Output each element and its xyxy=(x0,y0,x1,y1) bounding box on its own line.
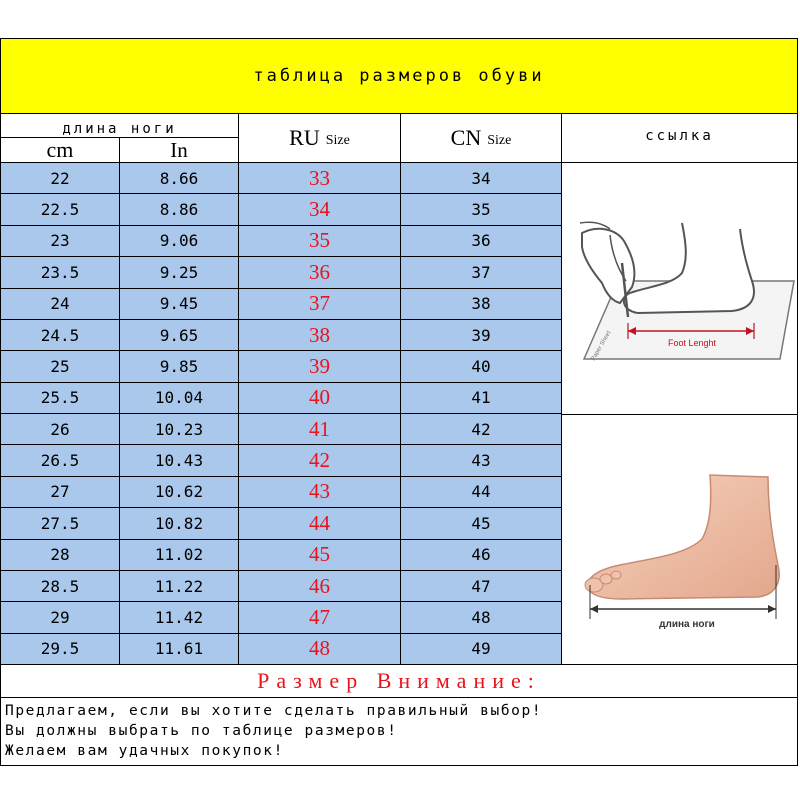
notes xyxy=(5,701,795,761)
cn-size-cell: 40 xyxy=(401,351,562,382)
ru-size-cell: 34 xyxy=(239,194,401,225)
foot-length-ru-caption: длина ноги xyxy=(659,619,715,630)
measure-illustration-cell xyxy=(562,163,797,415)
inch-cell: 10.04 xyxy=(120,383,239,414)
inch-cell: 8.66 xyxy=(120,163,239,194)
ru-size-cell: 39 xyxy=(239,351,401,382)
cn-size-cell: 39 xyxy=(401,320,562,351)
cm-label: cm xyxy=(46,137,74,162)
cm-cell: 28 xyxy=(1,540,120,571)
ru-size-cell: 46 xyxy=(239,571,401,602)
ru-size-cell: 44 xyxy=(239,508,401,539)
ru-size-cell: 47 xyxy=(239,602,401,633)
link-header xyxy=(562,114,797,163)
inch-cell: 11.02 xyxy=(120,540,239,571)
cm-cell: 24.5 xyxy=(1,320,120,351)
ru-size-cell: 43 xyxy=(239,477,401,508)
cn-size-cell: 36 xyxy=(401,226,562,257)
inch-cell: 9.06 xyxy=(120,226,239,257)
cn-size-cell: 43 xyxy=(401,445,562,476)
ru-label: RU xyxy=(289,125,320,150)
ru-size-cell: 45 xyxy=(239,540,401,571)
inch-cell: 9.85 xyxy=(120,351,239,382)
foot-length-caption: Foot Lenght xyxy=(667,338,717,348)
cn-size-cell: 34 xyxy=(401,163,562,194)
inch-cell: 10.82 xyxy=(120,508,239,539)
note-line-1: Предлагаем, если вы хотите сделать правильный выбор! xyxy=(5,703,543,719)
note-line-2: Вы должны выбрать по таблице размеров! xyxy=(5,723,398,739)
ru-size-cell: 48 xyxy=(239,634,401,665)
ru-size-cell: 41 xyxy=(239,414,401,445)
cm-header xyxy=(1,138,120,163)
inch-cell: 10.23 xyxy=(120,414,239,445)
ru-size-header xyxy=(239,114,401,163)
bare-foot-icon xyxy=(562,415,797,665)
link-label: ссылка xyxy=(645,128,714,144)
note-line-3: Желаем вам удачных покупок! xyxy=(5,743,284,759)
ru-size-cell: 35 xyxy=(239,226,401,257)
cm-cell: 24 xyxy=(1,289,120,320)
cm-cell: 22 xyxy=(1,163,120,194)
ru-size-cell: 42 xyxy=(239,445,401,476)
cn-size-cell: 46 xyxy=(401,540,562,571)
cn-size-cell: 49 xyxy=(401,634,562,665)
cn-size-word: Size xyxy=(487,133,512,148)
inch-cell: 11.42 xyxy=(120,602,239,633)
cn-size-cell: 45 xyxy=(401,508,562,539)
inch-header xyxy=(120,138,239,163)
size-chart xyxy=(0,38,798,766)
inch-cell: 10.62 xyxy=(120,477,239,508)
paper-measure-icon xyxy=(562,163,797,415)
chart-title: таблица размеров обуви xyxy=(1,39,797,114)
cn-size-cell: 44 xyxy=(401,477,562,508)
cm-cell: 26.5 xyxy=(1,445,120,476)
foot-length-header xyxy=(1,114,239,138)
paper-sheet-caption: Paper Sheet xyxy=(590,330,613,362)
cm-cell: 29 xyxy=(1,602,120,633)
cm-cell: 26 xyxy=(1,414,120,445)
cn-size-cell: 35 xyxy=(401,194,562,225)
ru-size-cell: 38 xyxy=(239,320,401,351)
cm-cell: 25.5 xyxy=(1,383,120,414)
inch-label: In xyxy=(170,137,188,162)
ru-size-cell: 40 xyxy=(239,383,401,414)
inch-cell: 9.45 xyxy=(120,289,239,320)
inch-cell: 9.25 xyxy=(120,257,239,288)
ru-size-cell: 36 xyxy=(239,257,401,288)
ru-size-cell: 33 xyxy=(239,163,401,194)
inch-cell: 10.43 xyxy=(120,445,239,476)
ru-size-word: Size xyxy=(325,133,350,148)
attention-heading: Размер Внимание: xyxy=(1,665,797,698)
cm-cell: 28.5 xyxy=(1,571,120,602)
cm-cell: 27 xyxy=(1,477,120,508)
inch-cell: 9.65 xyxy=(120,320,239,351)
inch-cell: 8.86 xyxy=(120,194,239,225)
inch-cell: 11.61 xyxy=(120,634,239,665)
cm-cell: 27.5 xyxy=(1,508,120,539)
cm-cell: 25 xyxy=(1,351,120,382)
cm-cell: 23.5 xyxy=(1,257,120,288)
cn-size-cell: 47 xyxy=(401,571,562,602)
cn-size-cell: 42 xyxy=(401,414,562,445)
cn-label: CN xyxy=(450,125,482,150)
cm-cell: 23 xyxy=(1,226,120,257)
cn-size-cell: 41 xyxy=(401,383,562,414)
cn-size-cell: 37 xyxy=(401,257,562,288)
cm-cell: 22.5 xyxy=(1,194,120,225)
cn-size-cell: 48 xyxy=(401,602,562,633)
ru-size-cell: 37 xyxy=(239,289,401,320)
foot-length-label: длина ноги xyxy=(62,121,177,137)
cn-size-header xyxy=(401,114,562,163)
cn-size-cell: 38 xyxy=(401,289,562,320)
cm-cell: 29.5 xyxy=(1,634,120,665)
inch-cell: 11.22 xyxy=(120,571,239,602)
foot-illustration-cell xyxy=(562,415,797,665)
